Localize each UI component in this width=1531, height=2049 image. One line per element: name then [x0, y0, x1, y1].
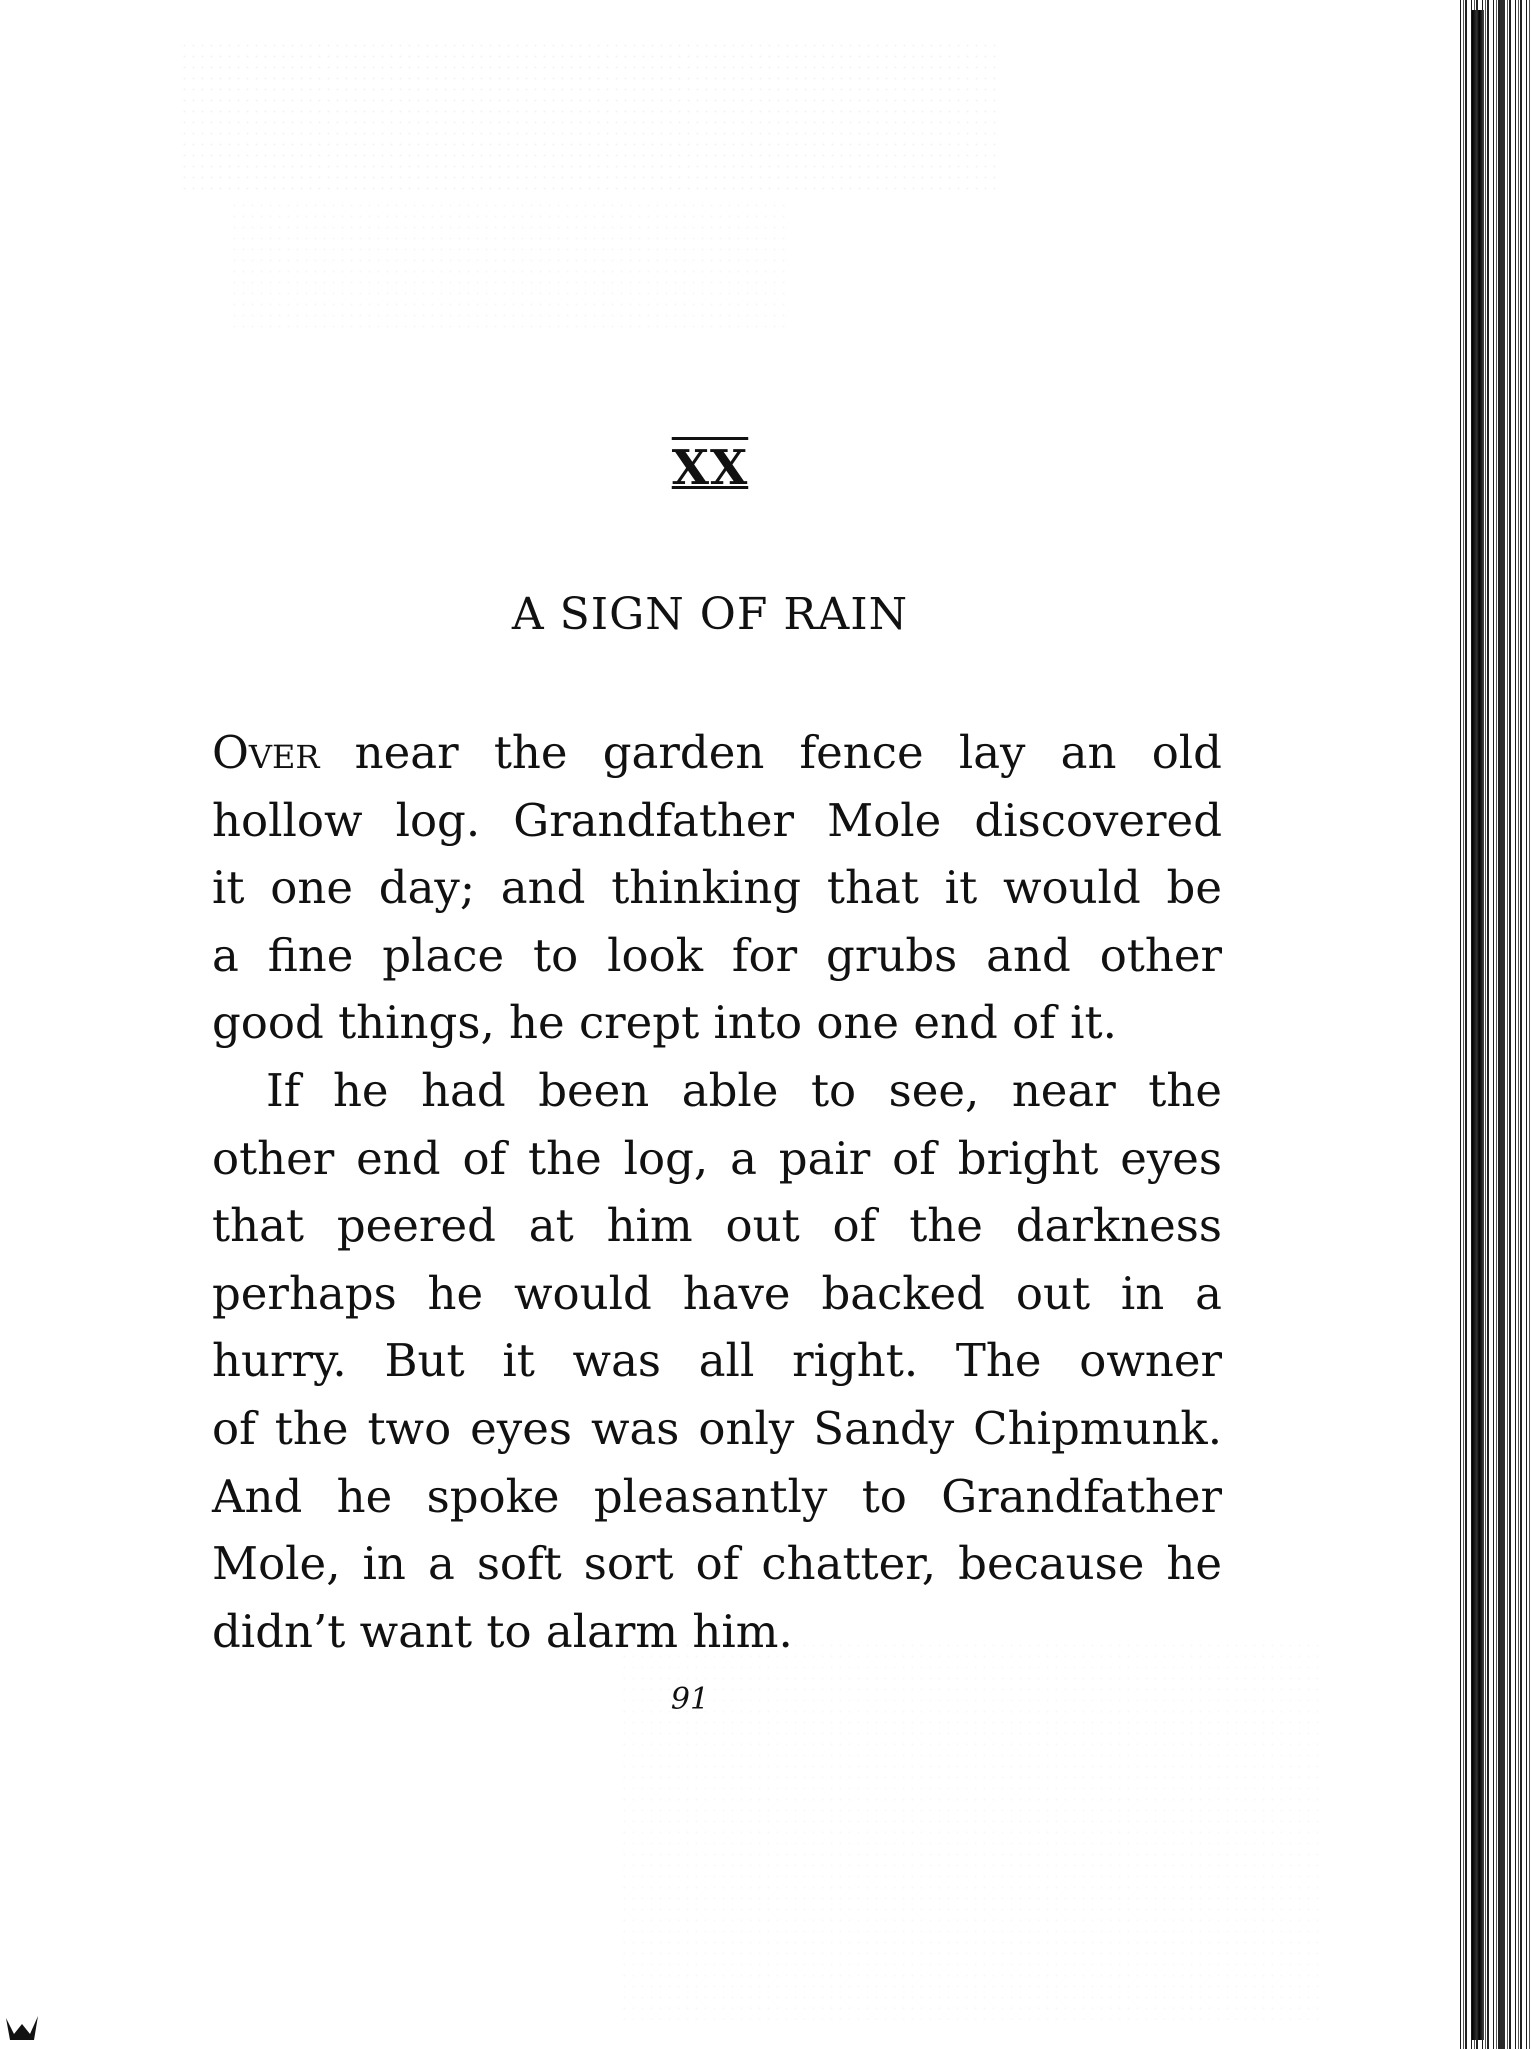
text-line-content: it one day; and thinking that it would be: [212, 861, 1222, 915]
text-line-content: Mole, in a soft sort of chatter, because he: [212, 1537, 1222, 1591]
text-line: [212, 1192, 1222, 1260]
drop-word: Over: [212, 726, 320, 779]
chapter-number: XX: [671, 440, 749, 496]
corner-scan-mark-icon: [4, 2010, 44, 2044]
text-line-content: that peered at him out of the darkness: [212, 1199, 1222, 1253]
text-line: [212, 1463, 1222, 1531]
text-line-content: didn’t want to alarm him.: [212, 1604, 793, 1658]
text-line-content: If he had been able to see, near the: [266, 1063, 1222, 1117]
paper-speckle: [230, 200, 790, 330]
text-line: [212, 1530, 1222, 1598]
text-line: [212, 922, 1222, 990]
book-binding-shadow: [1472, 10, 1484, 2040]
text-line-content: other end of the log, a pair of bright eyes: [212, 1131, 1222, 1185]
text-line: [212, 787, 1222, 855]
text-line: [212, 1125, 1222, 1193]
paragraph-2: [212, 1057, 1222, 1665]
text-line: [212, 1057, 1222, 1125]
body-text: [212, 719, 1222, 1665]
page-number: 91: [670, 1682, 710, 1717]
text-line-content: of the two eyes was only Sandy Chipmunk.: [212, 1401, 1222, 1455]
chapter-title: A SIGN OF RAIN: [511, 589, 909, 640]
text-line: [212, 1395, 1222, 1463]
text-line-rest: near the garden fence lay an old: [319, 726, 1222, 779]
text-line-content: hollow log. Grandfather Mole discovered: [212, 793, 1222, 847]
text-line-content: a fine place to look for grubs and other: [212, 928, 1222, 982]
text-line-content: perhaps he would have backed out in a: [212, 1266, 1222, 1320]
text-line: [212, 854, 1222, 922]
paragraph-1: [212, 719, 1222, 1057]
paper-speckle: [180, 40, 1000, 190]
text-line: [212, 719, 1222, 787]
text-line-content: good things, he crept into one end of it.: [212, 996, 1117, 1050]
text-line: [212, 1598, 1222, 1666]
book-binding-edge: [1458, 0, 1531, 2049]
text-line-content: And he spoke pleasantly to Grandfather: [212, 1469, 1222, 1523]
text-line-content: hurry. But it was all right. The owner: [212, 1334, 1222, 1388]
text-line: [212, 1327, 1222, 1395]
text-line: [212, 1260, 1222, 1328]
book-binding-line: [1500, 0, 1505, 2049]
text-line: [212, 989, 1222, 1057]
